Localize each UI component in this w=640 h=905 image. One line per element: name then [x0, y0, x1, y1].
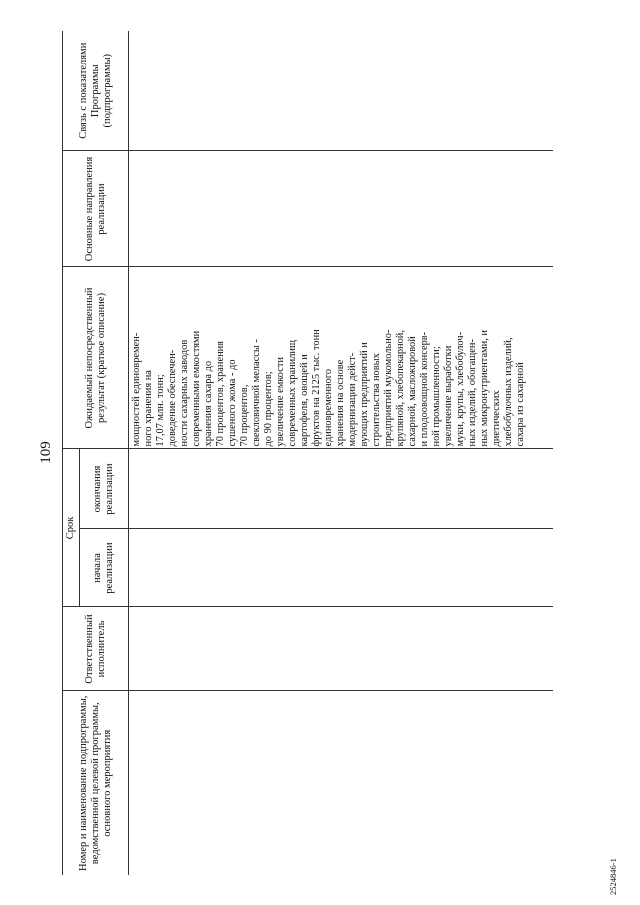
- result-line: вующих предприятий и: [359, 342, 370, 447]
- result-line: сахарной, масложировой: [407, 336, 418, 447]
- result-line: ного хранения на: [143, 370, 154, 447]
- result-line: доведение обеспечен-: [167, 349, 178, 447]
- page-number: 109: [38, 441, 54, 464]
- result-line: сушеного жома - до: [227, 359, 238, 447]
- cell-result: [129, 267, 554, 449]
- result-line: увеличение выработки: [443, 345, 454, 447]
- header-result: Ожидаемый непосредственный результат (краткое описание): [63, 267, 129, 449]
- header-term-start: начала реализации: [80, 529, 129, 607]
- result-line: модернизации дейст-: [347, 352, 358, 447]
- result-line: единовременного: [323, 368, 334, 447]
- result-line: ности сахарных заводов: [179, 339, 190, 447]
- result-line: муки, крупы, хлебобулоч-: [455, 331, 466, 447]
- document-code: 2524846-1: [608, 858, 618, 895]
- result-line: свекловичной мелассы -: [251, 339, 262, 447]
- header-program: Номер и наименование подпрограммы, ведомственной целевой программы, основного мероприятия: [63, 691, 129, 875]
- cell-term-end: [129, 449, 554, 529]
- result-line: современных хранилищ: [287, 340, 298, 447]
- result-line: диетических: [491, 390, 502, 447]
- result-line: фруктов на 2125 тыс. тонн: [311, 329, 322, 447]
- cell-link: [129, 31, 554, 151]
- result-line: ной промышленности;: [431, 346, 442, 447]
- result-line: мощностей единовремен-: [131, 332, 142, 447]
- header-directions: Основные направления реализации: [63, 151, 129, 267]
- cell-term-start: [129, 529, 554, 607]
- result-line: 70 процентов,: [239, 384, 250, 447]
- result-text: [131, 269, 527, 446]
- result-line: сахара из сахарной: [515, 362, 526, 447]
- cell-program: [129, 691, 554, 875]
- header-executor: Ответственный исполнитель: [63, 607, 129, 691]
- result-line: до 90 процентов;: [263, 371, 274, 447]
- result-line: предприятий мукомольно-: [383, 329, 394, 447]
- result-line: хранения сахара до: [203, 360, 214, 447]
- header-term-end: окончания реализации: [80, 449, 129, 529]
- result-line: хранения на основе: [335, 359, 346, 447]
- header-term: Срок: [63, 449, 80, 607]
- result-line: строительства новых: [371, 353, 382, 447]
- result-line: и плодоовощной консерв-: [419, 331, 430, 447]
- result-line: ных изделий, обогащен-: [467, 339, 478, 447]
- header-row-1: [63, 31, 80, 875]
- result-line: крупяной, хлебопекарной,: [395, 330, 406, 447]
- header-link: Связь с показателями Программы (подпрограммы): [63, 31, 129, 151]
- result-line: картофеля, овощей и: [299, 354, 310, 447]
- result-line: ных микронутриентами, и: [479, 330, 490, 447]
- result-line: 70 процентов, хранения: [215, 341, 226, 447]
- program-table: [62, 31, 553, 875]
- result-line: увеличение емкости: [275, 357, 286, 447]
- cell-executor: [129, 607, 554, 691]
- result-line: хлебобулочных изделий,: [503, 337, 514, 447]
- result-line: современными емкостями: [191, 330, 202, 447]
- cell-directions: [129, 151, 554, 267]
- table-row: [129, 31, 554, 875]
- result-line: 17,07 млн. тонн;: [155, 374, 166, 447]
